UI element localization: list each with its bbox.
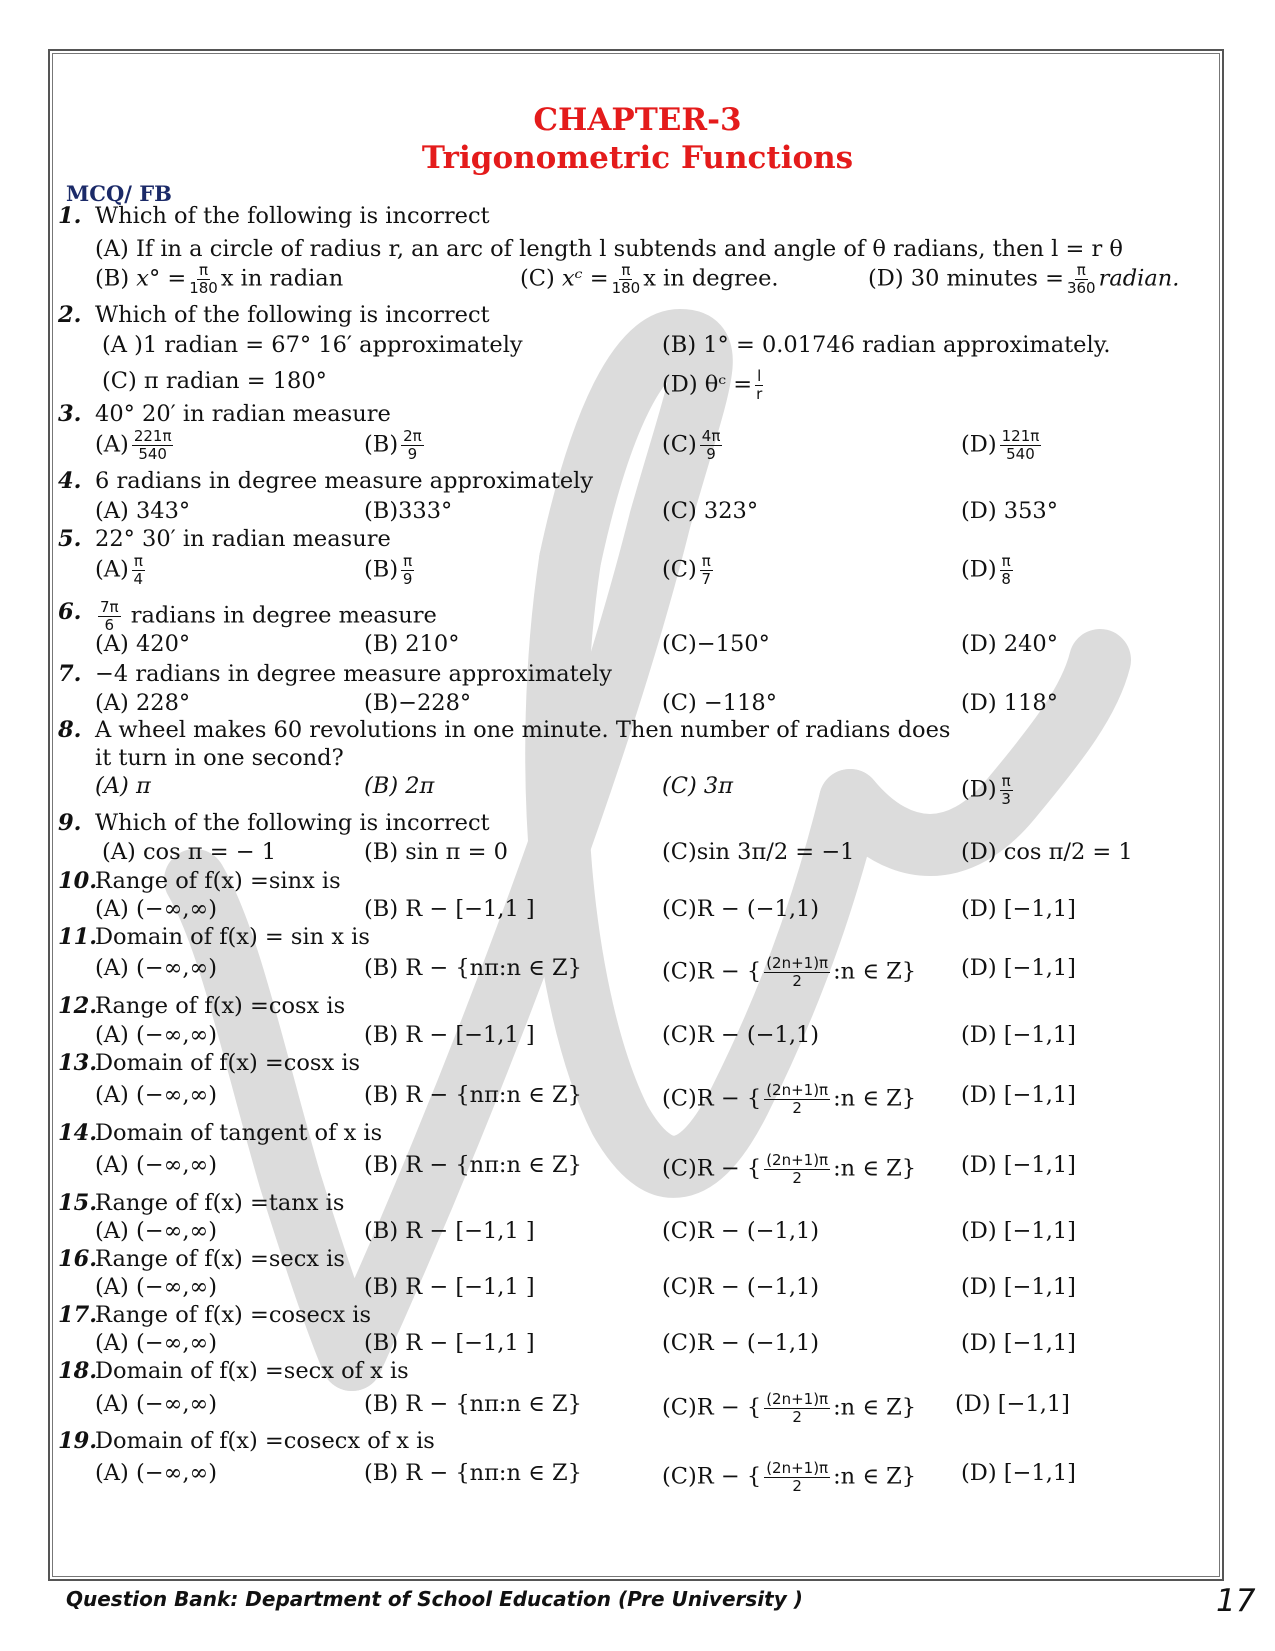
option-a: (A) 420° — [95, 631, 191, 657]
option-b: (B)333° — [364, 498, 453, 524]
option-d — [961, 553, 1016, 588]
option-text: x in degree. — [643, 265, 779, 292]
option-d — [961, 773, 1016, 808]
option-b: (B) sin π = 0 — [364, 839, 508, 865]
options-row — [0, 773, 1275, 813]
question-5 — [0, 526, 1275, 556]
option-b: (B) R − {nπ:n ∈ Z} — [364, 1391, 582, 1417]
option-a — [95, 428, 176, 463]
options-row — [0, 955, 1275, 995]
question-number: 3. — [58, 401, 82, 427]
option-a: (A) (−∞,∞) — [95, 1330, 218, 1356]
option-d: (D) [−1,1] — [961, 896, 1076, 922]
option-c: (C)R − (−1,1) — [662, 1022, 820, 1048]
question-text: A wheel makes 60 revolutions in one minute. Then number of radians does — [95, 717, 951, 743]
option-c: (C) 3π — [662, 773, 734, 799]
set-condition: :n ∈ Z — [833, 1463, 902, 1490]
options-row — [0, 332, 1275, 372]
question-11 — [0, 924, 1275, 954]
question-number: 12. — [58, 993, 98, 1019]
options-row — [0, 262, 1275, 302]
option-a: (A) 228° — [95, 690, 191, 716]
options-row — [0, 1082, 1275, 1122]
numerator: (2n+1)π — [766, 1151, 829, 1169]
option-c: (C) π radian = 180° — [102, 368, 327, 394]
question-number: 5. — [58, 526, 82, 552]
question-16 — [0, 1246, 1275, 1276]
question-text: −4 radians in degree measure approximately — [95, 661, 612, 687]
denominator: 540 — [1006, 445, 1035, 463]
question-text: Domain of tangent of x is — [95, 1120, 383, 1146]
option-d — [868, 262, 1179, 297]
question-number: 16. — [58, 1246, 98, 1272]
option-d: (D) 353° — [961, 498, 1058, 524]
numerator: 221π — [133, 427, 172, 445]
question-number: 17. — [58, 1302, 98, 1328]
question-number: 9. — [58, 810, 82, 836]
option-b: (B) 210° — [364, 631, 460, 657]
option-a: (A) If in a circle of radius r, an arc of length l subtends and angle of θ radians, then l = r θ — [95, 236, 1123, 262]
fraction — [1000, 553, 1013, 588]
denominator: 180 — [189, 279, 218, 297]
option-d: (D) cos π/2 = 1 — [961, 839, 1133, 865]
fraction — [132, 553, 145, 588]
option-b — [95, 262, 343, 297]
numerator: π — [1001, 552, 1011, 570]
option-d: (D) [−1,1] — [961, 1274, 1076, 1300]
option-a: (A) (−∞,∞) — [95, 955, 218, 981]
option-d — [961, 428, 1044, 463]
question-text: Domain of f(x) =secx of x is — [95, 1358, 409, 1384]
question-text: Which of the following is incorrect — [95, 302, 490, 328]
footer-text: Question Bank: Department of School Education (Pre University ) — [66, 1587, 803, 1611]
option-c: (C) −118° — [662, 690, 777, 716]
question-number: 14. — [58, 1120, 98, 1146]
option-b: (B) 2π — [364, 773, 435, 799]
question-text — [95, 599, 437, 634]
option-a: (A) (−∞,∞) — [95, 1274, 218, 1300]
option-b: (B) R − [−1,1 ] — [364, 896, 535, 922]
option-c: (C)R − (−1,1) — [662, 1218, 820, 1244]
fraction — [401, 553, 414, 588]
chapter-number: CHAPTER-3 — [533, 102, 742, 138]
option-label: (C) — [662, 431, 697, 458]
options-row — [0, 553, 1275, 593]
option-c: (C)R − { $\frac{(2n+1)\pi}{2}$ :n ∈ Z} — [662, 954, 917, 990]
question-number: 11. — [58, 924, 98, 950]
option-a: (A) (−∞,∞) — [95, 1391, 218, 1417]
question-number: 18. — [58, 1358, 98, 1384]
option-c: (C)R − { $\frac{(2n+1)\pi}{2}$ :n ∈ Z} — [662, 1390, 917, 1426]
question-number: 2. — [58, 302, 82, 328]
option-c: (C)R − { $\frac{(2n+1)\pi}{2}$ :n ∈ Z} — [662, 1081, 917, 1117]
numerator: 2π — [403, 427, 422, 445]
option-b: (B) R − {nπ:n ∈ Z} — [364, 1082, 582, 1108]
fraction — [1067, 262, 1096, 297]
option-a: (A )1 radian = 67° 16′ approximately — [102, 332, 523, 358]
numerator: 7π — [100, 598, 119, 616]
denominator: 2 — [792, 1169, 802, 1187]
option-d — [662, 368, 766, 403]
fraction — [401, 428, 424, 463]
set-condition: :n ∈ Z — [833, 1085, 902, 1112]
option-c: (C) 323° — [662, 498, 759, 524]
option-a: (A) (−∞,∞) — [95, 1082, 218, 1108]
fraction — [98, 599, 121, 634]
question-4 — [0, 468, 1275, 498]
option-d: (D) [−1,1] — [961, 1022, 1076, 1048]
denominator: 9 — [706, 445, 716, 463]
question-6 — [0, 598, 1275, 634]
option-label: (C)R − — [662, 1463, 740, 1490]
option-b: (B) R − [−1,1 ] — [364, 1022, 535, 1048]
numerator: (2n+1)π — [766, 1459, 829, 1477]
denominator: 2 — [792, 1099, 802, 1117]
section-label: MCQ/ FB — [66, 181, 172, 206]
numerator: 4π — [701, 427, 721, 445]
option-d: (D) [−1,1] — [961, 1330, 1076, 1356]
numerator: π — [133, 552, 143, 570]
option-label: (A) — [95, 431, 129, 458]
option-label: (B) — [95, 265, 130, 292]
fraction — [700, 428, 723, 463]
question-number: 10. — [58, 868, 98, 894]
question-text: Which of the following is incorrect — [95, 203, 490, 229]
numerator: π — [199, 261, 209, 279]
option-label: (B) — [364, 556, 399, 583]
question-text: Range of f(x) =cosx is — [95, 993, 346, 1019]
denominator: 2 — [792, 972, 802, 990]
question-text: Range of f(x) =secx is — [95, 1246, 345, 1272]
option-b: (B) R − {nπ:n ∈ Z} — [364, 1152, 582, 1178]
option-b: (B) R − {nπ:n ∈ Z} — [364, 955, 582, 981]
fraction — [764, 1391, 830, 1426]
option-label: (C)R − — [662, 1085, 740, 1112]
question-14 — [0, 1120, 1275, 1150]
fraction — [764, 1152, 830, 1187]
question-17 — [0, 1302, 1275, 1332]
question-text-continued: it turn in one second? — [95, 745, 344, 771]
denominator: r — [756, 385, 763, 403]
options-row — [0, 428, 1275, 468]
denominator: 3 — [1001, 790, 1011, 808]
numerator: π — [701, 552, 711, 570]
option-b: (B) R − [−1,1 ] — [364, 1218, 535, 1244]
question-number: 4. — [58, 468, 82, 494]
options-row — [0, 1460, 1275, 1500]
question-19 — [0, 1428, 1275, 1458]
question-8 — [0, 717, 1275, 747]
option-c: (C)R − { $\frac{(2n+1)\pi}{2}$ :n ∈ Z} — [662, 1459, 917, 1495]
denominator: 9 — [402, 570, 413, 588]
set-condition: :n ∈ Z — [833, 958, 902, 985]
denominator: 9 — [407, 445, 418, 463]
options-row — [0, 1152, 1275, 1192]
option-c: (C)R − (−1,1) — [662, 1274, 820, 1300]
question-18 — [0, 1358, 1275, 1388]
option-label: (D) — [961, 556, 997, 583]
option-label: (C)R − — [662, 1394, 740, 1421]
option-b: (B) R − [−1,1 ] — [364, 1274, 535, 1300]
question-text: Which of the following is incorrect — [95, 810, 490, 836]
option-a — [95, 553, 148, 588]
fraction — [755, 368, 763, 403]
set-condition: :n ∈ Z — [833, 1155, 902, 1182]
numerator: l — [757, 367, 762, 385]
fraction — [764, 1082, 830, 1117]
option-b — [364, 428, 427, 463]
option-label: (A) — [95, 556, 129, 583]
option-label: (D) θᶜ = — [662, 371, 753, 398]
numerator: π — [403, 552, 413, 570]
numerator: (2n+1)π — [766, 1390, 829, 1408]
denominator: 180 — [611, 279, 641, 297]
question-text: Range of f(x) =sinx is — [95, 868, 341, 894]
numerator: π — [1076, 261, 1086, 279]
option-label: (C) — [520, 265, 555, 292]
option-a: (A) cos π = − 1 — [102, 839, 277, 865]
question-13 — [0, 1050, 1275, 1080]
option-c: (C)R − (−1,1) — [662, 1330, 820, 1356]
question-number: 8. — [58, 717, 82, 743]
option-label: (C)R − — [662, 958, 740, 985]
option-c: (C)R − (−1,1) — [662, 896, 820, 922]
set-condition: :n ∈ Z — [833, 1394, 902, 1421]
option-text: radian. — [1098, 265, 1180, 292]
options-row — [0, 1391, 1275, 1431]
option-d: (D) 240° — [961, 631, 1058, 657]
option-label: (D) — [961, 776, 997, 803]
fraction — [700, 553, 713, 588]
option-d: (D) [−1,1] — [961, 1218, 1076, 1244]
question-12 — [0, 993, 1275, 1023]
numerator: 121π — [1001, 427, 1040, 445]
question-text: Range of f(x) =tanx is — [95, 1190, 345, 1216]
question-text-body: radians in degree measure — [130, 602, 437, 629]
question-number: 7. — [58, 661, 82, 687]
question-number: 13. — [58, 1050, 98, 1076]
fraction — [764, 955, 830, 990]
numerator: π — [1001, 772, 1011, 790]
question-text: Domain of f(x) =cosx is — [95, 1050, 361, 1076]
question-1 — [0, 203, 1275, 233]
option-d: (D) [−1,1] — [961, 955, 1076, 981]
question-text: Domain of f(x) = sin x is — [95, 924, 370, 950]
option-a: (A) π — [95, 773, 151, 799]
option-c: (C)−150° — [662, 631, 770, 657]
option-label: (C) — [662, 556, 697, 583]
question-7 — [0, 661, 1275, 691]
denominator: 8 — [1001, 570, 1011, 588]
question-number: 19. — [58, 1428, 98, 1454]
question-2 — [0, 302, 1275, 332]
option-a: (A) (−∞,∞) — [95, 1460, 218, 1486]
option-c — [662, 553, 716, 588]
fraction — [132, 428, 174, 463]
question-number: 15. — [58, 1190, 98, 1216]
option-a: (A) (−∞,∞) — [95, 1218, 218, 1244]
page-number: 17 — [1216, 1583, 1256, 1619]
question-15 — [0, 1190, 1275, 1220]
numerator: (2n+1)π — [766, 954, 829, 972]
fraction — [612, 262, 641, 297]
option-d: (D) [−1,1] — [961, 1152, 1076, 1178]
option-b: (B)−228° — [364, 690, 472, 716]
option-math: xᶜ = — [561, 265, 609, 292]
option-label: (B) — [364, 431, 399, 458]
question-10 — [0, 868, 1275, 898]
fraction — [189, 262, 218, 297]
question-text: 40° 20′ in radian measure — [95, 401, 391, 427]
option-label: (D) — [961, 431, 997, 458]
option-a: (A) 343° — [95, 498, 191, 524]
option-label: (C)R − — [662, 1155, 740, 1182]
denominator: 540 — [138, 445, 167, 463]
option-label: (D) 30 minutes = — [868, 265, 1064, 292]
option-d: (D) 118° — [961, 690, 1058, 716]
option-c — [520, 262, 779, 297]
option-text: x in radian — [220, 265, 344, 292]
option-d: (D) [−1,1] — [961, 1082, 1076, 1108]
question-number: 6. — [58, 599, 82, 625]
option-math: x° = — [136, 265, 187, 292]
denominator: 2 — [792, 1408, 802, 1426]
numerator: (2n+1)π — [766, 1081, 829, 1099]
option-d: (D) [−1,1] — [961, 1460, 1076, 1486]
question-number: 1. — [58, 203, 82, 229]
option-c: (C)R − { $\frac{(2n+1)\pi}{2}$ :n ∈ Z} — [662, 1151, 917, 1187]
option-a: (A) (−∞,∞) — [95, 896, 218, 922]
denominator: 360 — [1066, 279, 1096, 297]
fraction — [764, 1460, 830, 1495]
option-c — [662, 428, 725, 463]
question-text: 6 radians in degree measure approximately — [95, 468, 594, 494]
question-text: Domain of f(x) =cosecx of x is — [95, 1428, 435, 1454]
option-a: (A) (−∞,∞) — [95, 1152, 218, 1178]
option-b — [364, 553, 417, 588]
option-b: (B) R − {nπ:n ∈ Z} — [364, 1460, 582, 1486]
denominator: 4 — [133, 570, 144, 588]
question-3 — [0, 401, 1275, 431]
fraction — [1000, 773, 1013, 808]
option-c: (C)sin 3π/2 = −1 — [662, 839, 855, 865]
option-b: (B) R − [−1,1 ] — [364, 1330, 535, 1356]
numerator: π — [621, 261, 631, 279]
chapter-title: Trigonometric Functions — [421, 140, 854, 176]
option-a: (A) (−∞,∞) — [95, 1022, 218, 1048]
option-d: (D) [−1,1] — [955, 1391, 1070, 1417]
question-text: Range of f(x) =cosecx is — [95, 1302, 372, 1328]
denominator: 2 — [792, 1477, 802, 1495]
denominator: 6 — [104, 616, 115, 634]
fraction — [1000, 428, 1042, 463]
question-9 — [0, 810, 1275, 840]
option-b: (B) 1° = 0.01746 radian approximately. — [662, 332, 1111, 358]
question-text: 22° 30′ in radian measure — [95, 526, 391, 552]
denominator: 7 — [701, 570, 712, 588]
